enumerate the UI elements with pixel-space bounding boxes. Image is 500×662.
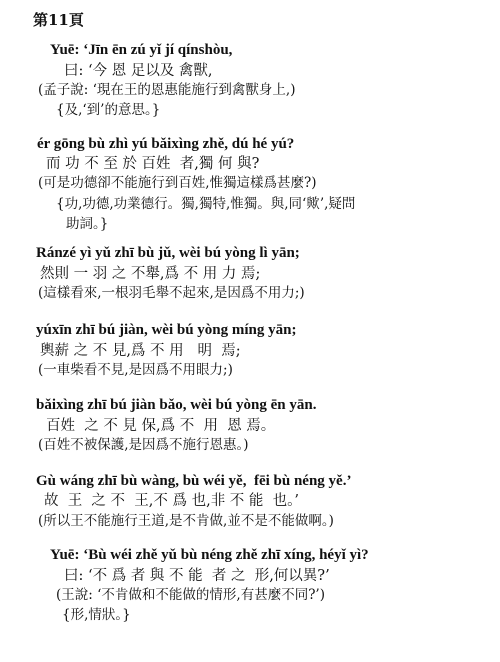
pinyin-line: Yuē: ‘Jīn ēn zú yǐ jí qínshòu, (50, 42, 233, 58)
note-line: {形,情狀。} (62, 607, 131, 623)
translation-line: (孟子說: ‘現在王的恩惠能施行到禽獸身上,) (38, 82, 296, 98)
pinyin-line: ér gōng bù zhì yú bǎixìng zhě, dú hé yú? (37, 136, 295, 152)
note-line: {功,功德,功業德行。獨,獨特,惟獨。與,同‘歟’,疑問 (56, 196, 356, 212)
chinese-line: 而 功 不 至 於 百姓 者,獨 何 與? (46, 156, 260, 172)
translation-line: (王說: ‘不肯做和不能做的情形,有甚麼不同?’) (56, 587, 325, 603)
pinyin-line: yúxīn zhī bú jiàn, wèi bú yòng míng yān; (36, 322, 297, 338)
chinese-line: 曰: ‘今 恩 足以及 禽獸, (64, 63, 213, 79)
note-line: 助詞。} (66, 216, 109, 232)
chinese-line: 輿薪 之 不 見,爲 不 用 明 焉; (40, 343, 241, 359)
chinese-line: 曰: ‘不 爲 者 與 不 能 者 之 形,何以異?’ (64, 568, 330, 584)
chinese-line: 然則 一 羽 之 不舉,爲 不 用 力 焉; (40, 266, 261, 282)
translation-line: (可是功德卻不能施行到百姓,惟獨這樣爲甚麼?) (38, 175, 317, 191)
translation-line: (一車柴看不見,是因爲不用眼力;) (38, 362, 233, 378)
chinese-line: 百姓 之 不 見 保,爲 不 用 恩 焉。 (46, 418, 276, 434)
chinese-line: 故 王 之 不 王,不 爲 也,非 不 能 也。’ (44, 493, 299, 509)
pinyin-line: Yuē: ‘Bù wéi zhě yǔ bù néng zhě zhī xíng, héyǐ yì? (50, 547, 369, 563)
translation-line: (所以王不能施行王道,是不肯做,並不是不能做啊。) (38, 513, 334, 529)
translation-line: (這樣看來,一根羽毛舉不起來,是因爲不用力;) (38, 285, 305, 301)
translation-line: (百姓不被保護,是因爲不施行恩惠。) (38, 437, 249, 453)
page-number: 第11頁 (33, 11, 84, 29)
pinyin-line: Gù wáng zhī bù wàng, bù wéi yě, fēi bù néng yě.’ (36, 473, 352, 489)
pinyin-line: Ránzé yì yǔ zhī bù jǔ, wèi bú yòng lì yān; (36, 245, 300, 261)
pinyin-line: bǎixìng zhī bú jiàn bǎo, wèi bú yòng ēn yān. (36, 397, 317, 413)
note-line: {及,‘到’的意思。} (56, 102, 161, 118)
